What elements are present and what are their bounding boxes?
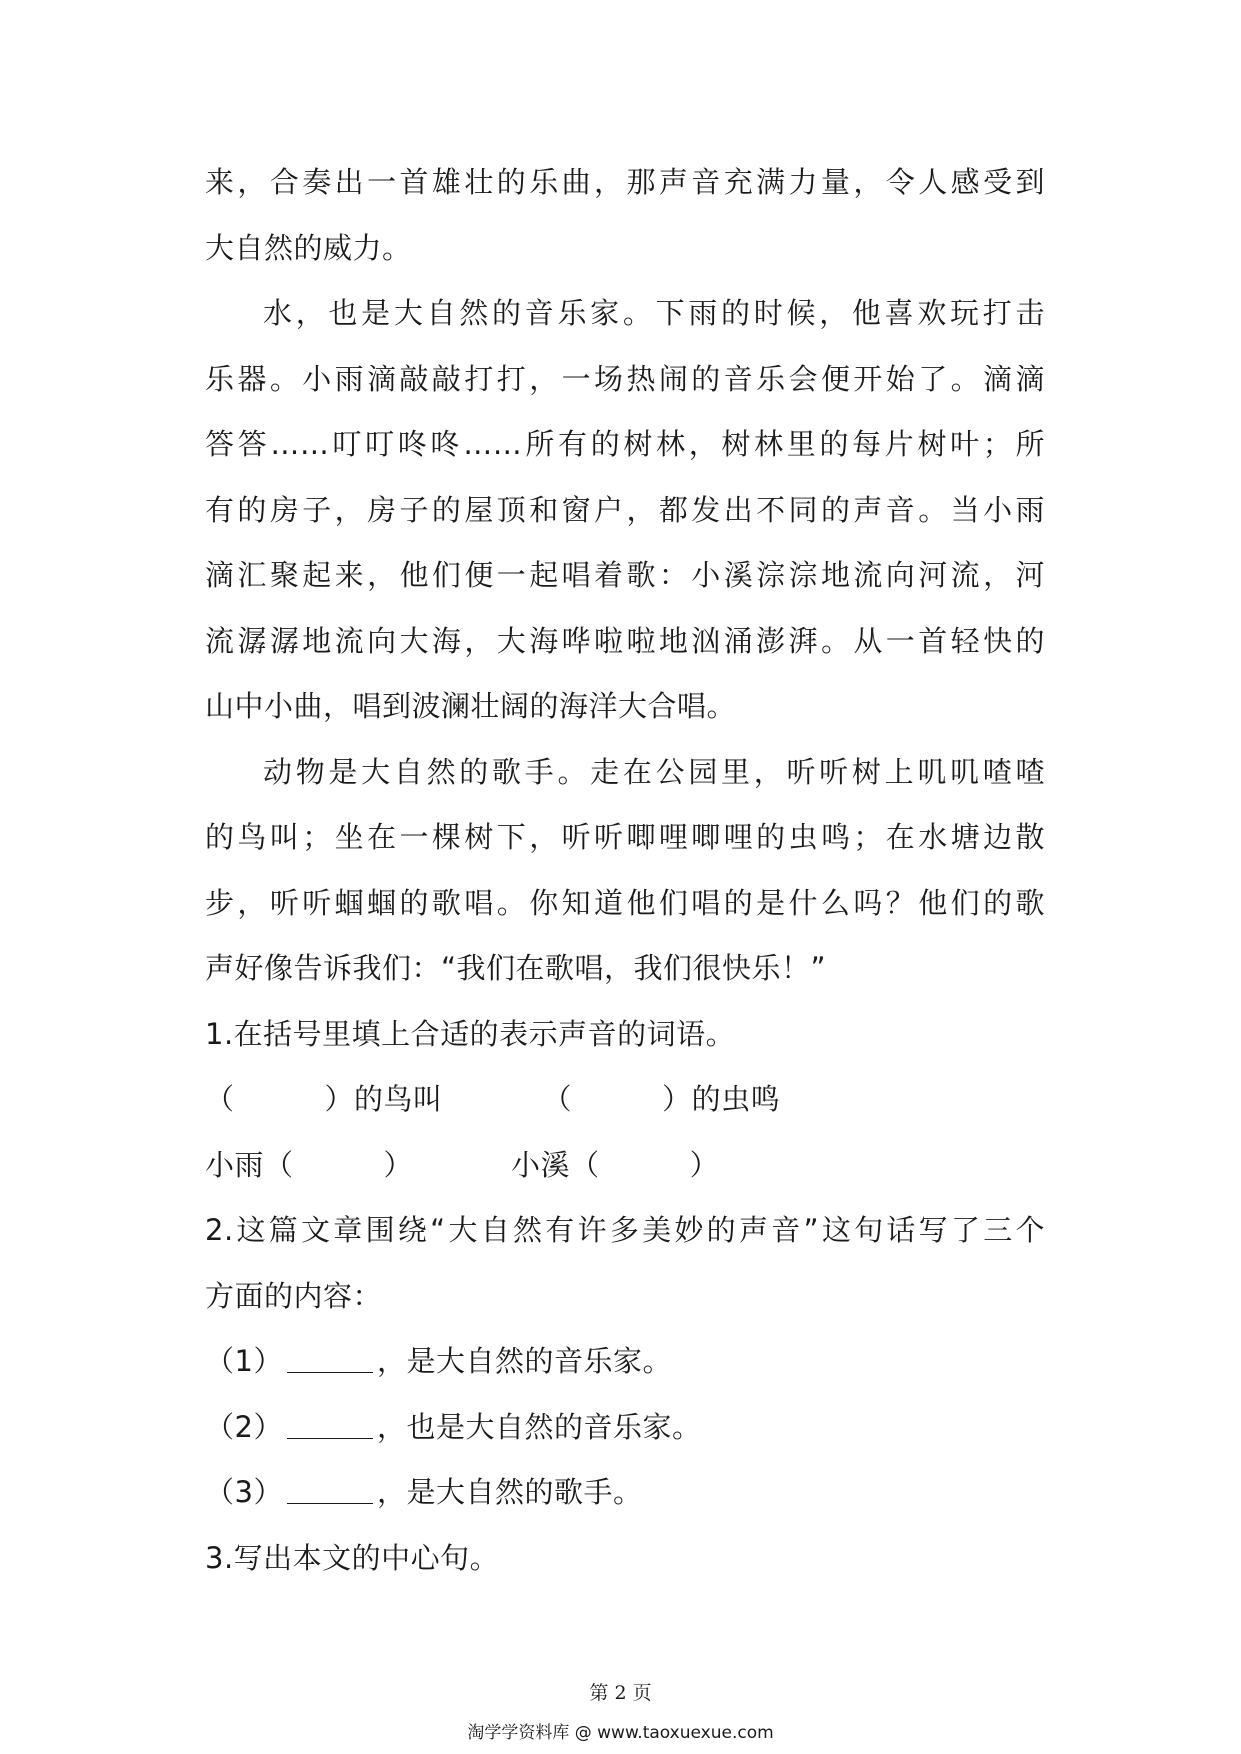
question-2-prompt: 2.这篇文章围绕“大自然有许多美妙的声音”这句话写了三个 (205, 1213, 1045, 1247)
passage-line: 乐器。小雨滴敲敲打打，一场热闹的音乐会便开始了。滴滴 (205, 361, 1045, 396)
passage-line: 滴汇聚起来，他们便一起唱着歌：小溪淙淙地流向河流，河 (205, 558, 1045, 592)
passage-line: 流潺潺地流向大海，大海哗啦啦地汹涌澎湃。从一首轻快的 (205, 623, 1045, 658)
fill-blank-underline[interactable] (287, 1481, 373, 1504)
passage-line: 来，合奏出一首雄壮的乐曲，那声音充满力量，令人感受到 (205, 165, 1045, 199)
fill-blank-underline[interactable] (287, 1416, 373, 1439)
passage-line: 动物是大自然的歌手。走在公园里，听听树上叽叽喳喳 (263, 754, 1045, 789)
blank-label-rain: 小雨 (205, 1147, 265, 1182)
sub-label: （3） (205, 1475, 283, 1509)
passage-line: 答答……叮叮咚咚……所有的树林，树林里的每片树叶；所 (205, 427, 1045, 461)
question-1-row-1 (205, 1067, 1045, 1133)
paren-open: （ (542, 1082, 573, 1116)
question-1-row-2 (205, 1133, 1045, 1199)
paren-close: ） (662, 1082, 692, 1116)
passage-line: 声好像告诉我们：“我们在歌唱，我们很快乐！” (205, 951, 827, 985)
passage-line: 大自然的威力。 (205, 230, 412, 265)
sub-text: ，是大自然的音乐家。 (376, 1344, 672, 1378)
passage-line: 步，听听蝈蝈的歌唱。你知道他们唱的是什么吗？他们的歌 (205, 885, 1045, 920)
question-2-prompt-cont: 方面的内容： (205, 1278, 383, 1313)
paren-open: （ (570, 1147, 600, 1182)
blank-label-stream: 小溪 (511, 1147, 571, 1182)
passage-line: 的鸟叫；坐在一棵树下，听听唧哩唧哩的虫鸣；在水塘边散 (205, 820, 1045, 854)
paren-open: （ (205, 1082, 235, 1116)
paren-open: （ (264, 1147, 294, 1182)
paren-close: ） (324, 1082, 355, 1116)
passage-line: 水，也是大自然的音乐家。下雨的时候，他喜欢玩打击 (263, 296, 1045, 330)
paren-close: ） (383, 1147, 414, 1182)
sub-text: ，也是大自然的音乐家。 (376, 1409, 702, 1444)
question-3-prompt: 3.写出本文的中心句。 (205, 1540, 500, 1575)
sub-text: ，是大自然的歌手。 (376, 1475, 643, 1509)
question-1-prompt: 1.在括号里填上合适的表示声音的词语。 (205, 1016, 736, 1051)
blank-label-insect: 的虫鸣 (691, 1082, 781, 1116)
passage-line: 山中小曲，唱到波澜壮阔的海洋大合唱。 (205, 689, 737, 723)
worksheet-content (205, 150, 1045, 1591)
question-2-sub-1 (205, 1329, 1045, 1395)
sub-label: （2） (205, 1409, 283, 1444)
blank-label-bird: 的鸟叫 (354, 1082, 443, 1116)
page-number: 第 2 页 (589, 1682, 652, 1704)
passage-line: 有的房子，房子的屋顶和窗户，都发出不同的声音。当小雨 (205, 492, 1045, 527)
paren-close: ） (689, 1147, 720, 1182)
question-2-sub-3 (205, 1460, 1045, 1526)
fill-blank-underline[interactable] (287, 1350, 373, 1373)
site-watermark: 淘学学资料库 @ www.taoxuexue.com (467, 1723, 774, 1743)
sub-label: （1） (205, 1344, 283, 1378)
question-2-sub-2 (205, 1395, 1045, 1461)
